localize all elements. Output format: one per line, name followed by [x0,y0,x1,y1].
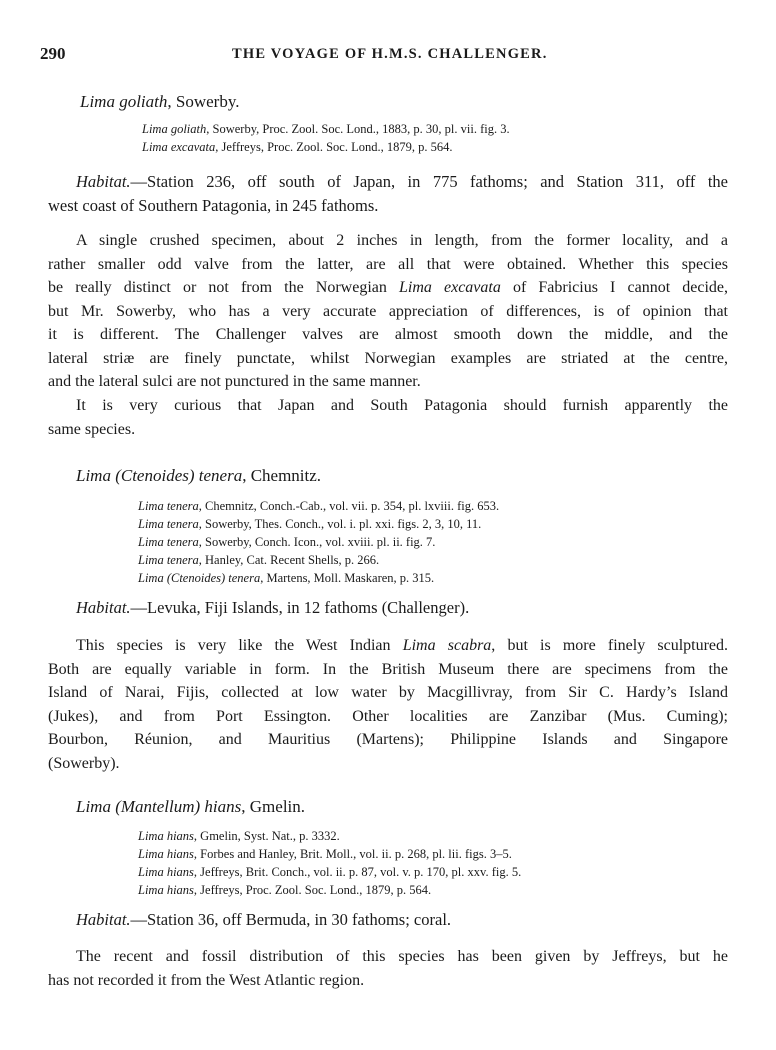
habitat-label: Habitat. [76,910,131,929]
synonym-reference: , Jeffreys, Proc. Zool. Soc. Lond., 1879, p. 564. [193,883,432,897]
synonym-reference: , Forbes and Hanley, Brit. Moll., vol. ii. p. 268, pl. lii. figs. 3–5. [193,847,512,861]
synonym-entry [138,845,521,863]
text-line: Bourbon, Réunion, and Mauritius (Martens); Philippine Islands and Singapore [48,731,728,748]
paragraph-lima-tenera [48,634,728,775]
text-line: A single crushed specimen, about 2 inches in length, from the former locality, and a [76,232,728,249]
text-span: of Fabricius I cannot decide, [500,279,728,296]
species-name: Lima (Ctenoides) tenera [76,466,243,485]
text-line: (Jukes), and from Port Essington. Other localities are Zanzibar (Mus. Cuming); [48,707,728,725]
synonym-entry [138,827,521,845]
habitat-label: Habitat. [76,598,131,617]
synonym-entry [138,551,499,569]
text-line [48,276,728,300]
synonymy-list-lima-tenera [138,497,499,587]
text-line: lateral striæ are finely punctate, whilst Norwegian examples are striated at the centre, [48,349,728,367]
running-title: THE VOYAGE OF H.M.S. CHALLENGER. [232,46,548,62]
text-line: Both are equally variable in form. In the British Museum there are specimens from the [48,660,728,678]
synonym-entry [138,497,499,515]
synonym-name: Lima hians [138,847,194,861]
habitat-lima-hians [48,908,728,932]
species-heading-lima-hians [76,797,305,817]
synonym-name: Lima (Ctenoides) tenera [138,571,261,585]
synonym-entry [138,569,499,587]
synonym-entry [142,120,510,138]
species-authority: , Gmelin. [241,797,306,816]
paragraph-lima-hians [48,945,728,992]
synonym-entry [138,515,499,533]
habitat-text: —Station 236, off south of Japan, in 775 fathoms; and Station 311, off the [130,172,728,191]
synonym-entry [138,533,499,551]
text-line: It is very curious that Japan and South Patagonia should furnish apparently the [76,397,728,414]
taxon-name: Lima scabra [402,637,492,654]
species-name: Lima (Mantellum) hians [76,797,242,816]
synonym-reference: , Hanley, Cat. Recent Shells, p. 266. [198,553,380,567]
synonym-reference: , Gmelin, Syst. Nat., p. 3332. [193,829,340,843]
synonym-reference: , Martens, Moll. Maskaren, p. 315. [260,571,435,585]
synonym-name: Lima tenera [138,535,199,549]
synonymy-list-lima-goliath [142,120,510,156]
synonym-entry [142,138,510,156]
synonym-reference: , Sowerby, Thes. Conch., vol. i. pl. xxi. figs. 2, 3, 10, 11. [198,517,482,531]
synonym-name: Lima goliath [142,122,207,136]
text-line: same species. [48,420,136,438]
page-number: 290 [40,44,66,63]
synonym-name: Lima hians [138,829,194,843]
species-authority: , Chemnitz. [242,466,322,485]
species-heading-lima-goliath [80,92,239,112]
paragraph-lima-goliath-1 [48,229,728,394]
habitat-line [48,908,728,932]
text-line: The recent and fossil distribution of this species has been given by Jeffreys, but he [76,948,728,965]
synonym-name: Lima tenera [138,517,199,531]
species-authority: , Sowerby. [167,92,240,111]
text-line: and the lateral sulci are not punctured in the same manner. [48,373,421,390]
taxon-name: Lima excavata [399,279,501,296]
synonym-reference: , Jeffreys, Brit. Conch., vol. ii. p. 87, vol. v. p. 170, pl. xxv. fig. 5. [193,865,522,879]
habitat-label: Habitat. [76,172,131,191]
habitat-lima-tenera [48,596,728,620]
text-line: it is different. The Challenger valves are almost smooth down the middle, and the [48,326,728,343]
text-line [48,634,728,658]
habitat-line: west coast of Southern Patagonia, in 245 fathoms. [48,195,379,215]
synonym-name: Lima excavata [142,140,216,154]
text-span: This species is very like the West Indian [76,637,403,654]
species-name: Lima goliath [80,92,168,111]
synonym-name: Lima tenera [138,499,199,513]
paragraph-lima-goliath-2 [48,394,728,441]
species-heading-lima-tenera [76,466,321,486]
text-line: (Sowerby). [48,754,120,772]
habitat-line [48,596,728,620]
synonym-entry [138,881,521,899]
synonym-reference: , Chemnitz, Conch.-Cab., vol. vii. p. 354, pl. lxviii. fig. 653. [198,499,500,513]
text-line: has not recorded it from the West Atlantic region. [48,971,365,989]
synonym-reference: , Sowerby, Proc. Zool. Soc. Lond., 1883, p. 30, pl. vii. fig. 3. [206,122,510,136]
text-span: be really distinct or not from the Norwegian [48,279,399,296]
synonym-name: Lima tenera [138,553,199,567]
text-span: , but is more finely sculptured. [491,637,729,654]
synonym-name: Lima hians [138,865,194,879]
synonym-entry [138,863,521,881]
habitat-text: —Levuka, Fiji Islands, in 12 fathoms (Challenger). [130,598,470,617]
habitat-line [48,170,728,194]
text-line: rather smaller odd valve from the latter, are all that were obtained. Whether this species [48,255,728,273]
synonym-reference: , Sowerby, Conch. Icon., vol. xviii. pl. ii. fig. 7. [198,535,436,549]
text-line: but Mr. Sowerby, who has a very accurate appreciation of differences, is of opinion that [48,302,728,320]
synonym-reference: , Jeffreys, Proc. Zool. Soc. Lond., 1879, p. 564. [215,140,453,154]
synonym-name: Lima hians [138,883,194,897]
text-line: Island of Narai, Fijis, collected at low water by Macgillivray, from Sir C. Hardy’s Island [48,684,728,701]
habitat-text: —Station 36, off Bermuda, in 30 fathoms; coral. [130,910,452,929]
synonymy-list-lima-hians [138,827,521,899]
habitat-lima-goliath [48,170,728,217]
